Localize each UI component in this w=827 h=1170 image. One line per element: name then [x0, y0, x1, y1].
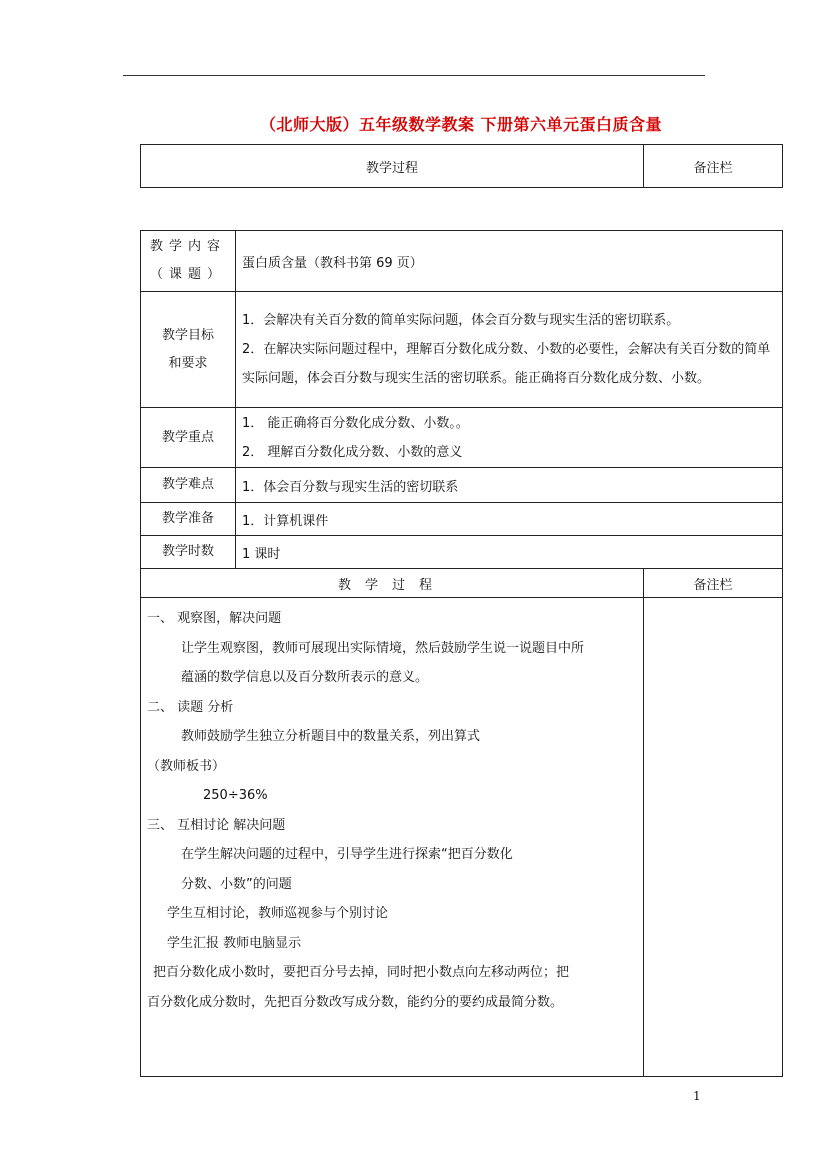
row-content-hours: [236, 536, 783, 569]
process-line: 学生汇报 教师电脑显示: [167, 935, 302, 951]
difficulty-line: 1．体会百分数与现实生活的密切联系: [242, 479, 459, 495]
page-number: 1: [693, 1089, 701, 1103]
objective-line: 1．会解决有关百分数的简单实际问题，体会百分数与现实生活的密切联系。: [242, 313, 680, 328]
process-line: 把百分数化成小数时，要把百分号去掉，同时把小数点向左移动两位；把: [153, 965, 570, 980]
row-label-preparation: 教学准备: [141, 503, 236, 536]
process-header: 教学过程: [141, 569, 644, 598]
topic-text: 蛋白质含量（教科书第 69 页）: [242, 255, 423, 271]
objective-line: 2．在解决实际问题过程中，理解百分数化成分数、小数的必要性，会解决有关百分数的简单实际问题，体会百分数与现实生活的密切联系。能正确将百分数化成分数、小数。: [242, 342, 771, 386]
key-point-line: 1． 能正确将百分数化成分数、小数。。: [242, 415, 469, 431]
hours-line: 1 课时: [242, 546, 281, 562]
process-section-heading: 三、 互相讨论 解决问题: [147, 817, 286, 833]
process-line: 学生互相讨论，教师巡视参与个别讨论: [167, 906, 389, 921]
row-label-key-points: 教学重点: [141, 408, 236, 468]
header-notes-cell: 备注栏: [644, 145, 783, 188]
row-content-objectives: [236, 292, 783, 408]
notes-header: 备注栏: [644, 569, 783, 598]
key-point-line: 2． 理解百分数化成分数、小数的意义: [242, 444, 463, 460]
lesson-table: [140, 230, 783, 1077]
process-section-heading: 一、 观察图，解决问题: [147, 611, 282, 626]
row-label-topic: 教学内容（课题）: [141, 231, 236, 292]
row-content-preparation: [236, 503, 783, 536]
process-line: 在学生解决问题的过程中，引导学生进行探索“把百分数化: [181, 847, 513, 862]
preparation-line: 1．计算机课件: [242, 513, 329, 529]
row-label-difficulties: 教学难点: [141, 468, 236, 503]
row-content-key-points: [236, 408, 783, 468]
header-table: [140, 144, 783, 188]
header-rule: [123, 75, 705, 76]
document-title: （北师大版）五年级数学教案 下册第六单元蛋白质含量: [259, 115, 663, 134]
row-label-objectives: 教学目标和要求: [141, 292, 236, 408]
process-line: 教师鼓励学生独立分析题目中的数量关系，列出算式: [181, 729, 481, 744]
process-line: （教师板书）: [147, 758, 226, 774]
process-line: 百分数化成分数时，先把百分数改写成分数，能约分的要约成最简分数。: [147, 994, 564, 1010]
process-line: 让学生观察图，教师可展现出实际情境，然后鼓励学生说一说题目中所: [181, 640, 585, 656]
process-section-heading: 二、 读题 分析: [147, 699, 234, 715]
row-content-topic: [236, 231, 783, 292]
header-process-cell: 教学过程: [141, 145, 644, 188]
notes-body: [644, 598, 783, 1077]
row-content-difficulties: [236, 468, 783, 503]
process-line: 蕴涵的数学信息以及百分数所表示的意义。: [181, 670, 429, 685]
row-label-hours: 教学时数: [141, 536, 236, 569]
process-line: 分数、小数”的问题: [181, 876, 292, 892]
process-formula: 250÷36%: [203, 788, 268, 803]
process-body: [141, 598, 644, 1077]
